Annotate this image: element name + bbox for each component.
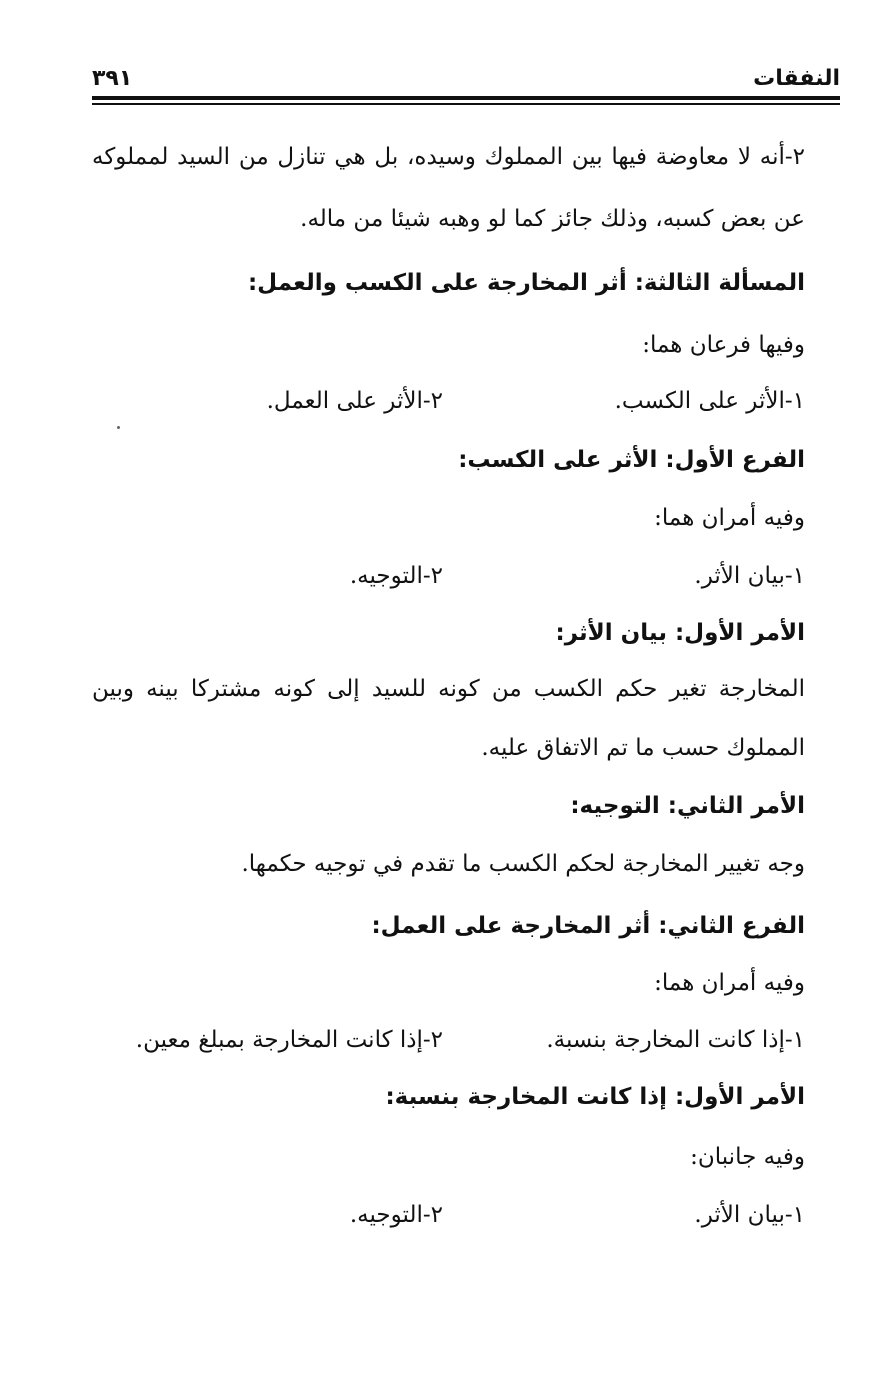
list-item: ١-إذا كانت المخارجة بنسبة. <box>546 1027 805 1053</box>
paragraph-line: وفيه أمران هما: <box>654 505 805 531</box>
paragraph-line: عن بعض كسبه، وذلك جائز كما لو وهبه شيئا من ماله. <box>300 206 805 232</box>
section-heading: المسألة الثالثة: أثر المخارجة على الكسب والعمل: <box>247 270 805 296</box>
paragraph-line: وفيه أمران هما: <box>654 970 805 996</box>
subsection-heading: الفرع الأول: الأثر على الكسب: <box>458 447 805 473</box>
paragraph-line: وفيه جانبان: <box>690 1144 805 1170</box>
scan-speck <box>117 426 120 429</box>
matter-heading: الأمر الثاني: التوجيه: <box>570 793 805 819</box>
list-item: ٢-الأثر على العمل. <box>266 388 443 414</box>
matter-heading: الأمر الأول: بيان الأثر: <box>555 620 805 646</box>
list-item: ٢-التوجيه. <box>349 563 443 589</box>
paragraph-line: وفيها فرعان هما: <box>642 332 805 358</box>
subsection-heading: الفرع الثاني: أثر المخارجة على العمل: <box>371 913 805 939</box>
page-header <box>92 60 840 100</box>
paragraph-line: ٢-أنه لا معاوضة فيها بين المملوك وسيده، بل هي تنازل من السيد لمملوكه <box>92 144 805 170</box>
paragraph-line: المخارجة تغير حكم الكسب من كونه للسيد إلى كونه مشتركا بينه وبين <box>92 676 805 702</box>
page-number: ٣٩١ <box>92 66 133 91</box>
paragraph-line: المملوك حسب ما تم الاتفاق عليه. <box>481 735 805 761</box>
header-rule-thick <box>92 96 840 100</box>
running-title: النفقات <box>753 66 840 91</box>
list-item: ٢-التوجيه. <box>349 1202 443 1228</box>
list-item: ١-بيان الأثر. <box>694 563 805 589</box>
matter-heading: الأمر الأول: إذا كانت المخارجة بنسبة: <box>385 1084 805 1110</box>
list-item: ١-الأثر على الكسب. <box>614 388 805 414</box>
paragraph-line: وجه تغيير المخارجة لحكم الكسب ما تقدم في توجيه حكمها. <box>241 851 805 877</box>
list-item: ٢-إذا كانت المخارجة بمبلغ معين. <box>135 1027 443 1053</box>
header-rule-thin <box>92 103 840 105</box>
list-item: ١-بيان الأثر. <box>694 1202 805 1228</box>
